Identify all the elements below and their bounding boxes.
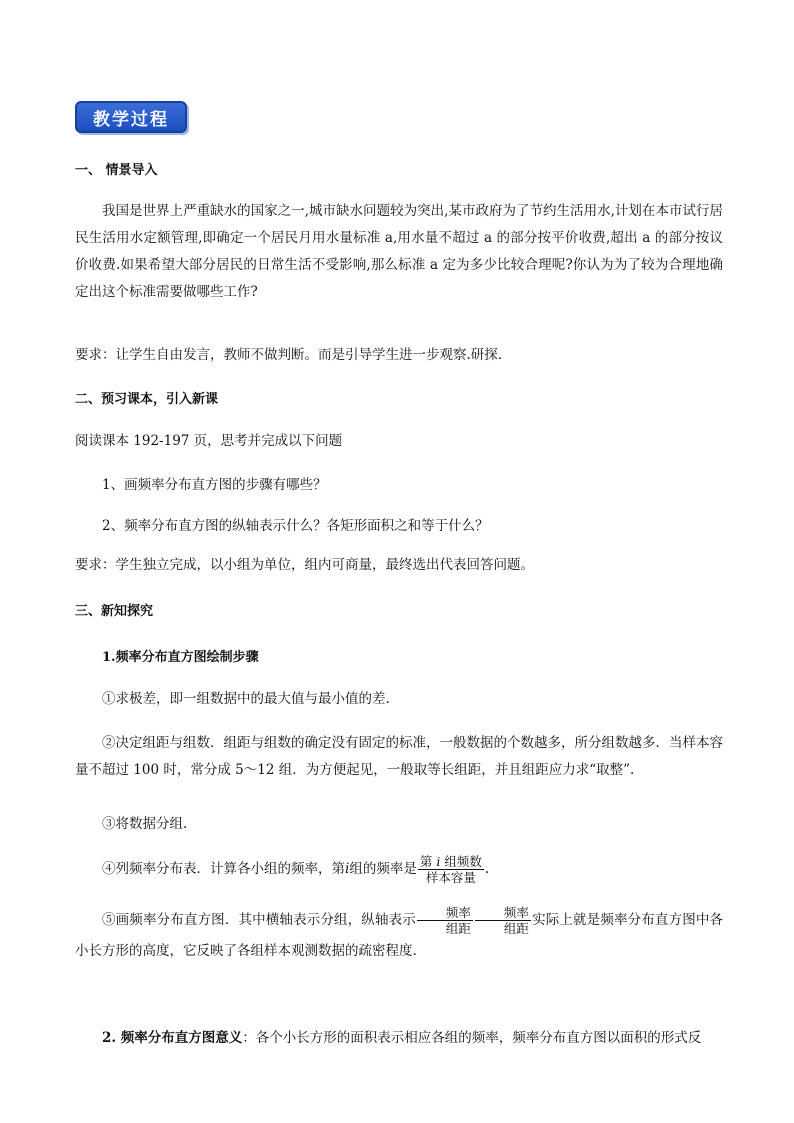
step-5 <box>75 905 723 966</box>
question-2: 2、频率分布直方图的纵轴表示什么？各矩形面积之和等于什么？ <box>102 518 489 534</box>
subsection2-label: 2. 频率分布直方图意义 <box>102 1030 243 1046</box>
frequency-per-width-fraction-1: $\frac{\text{频率}}{\text{组距}}$ <box>417 905 473 936</box>
section-badge: 教学过程 <box>75 101 187 133</box>
step4-text-post: . <box>484 861 490 877</box>
section1-paragraph: 我国是世界上严重缺水的国家之一,城市缺水问题较为突出,某市政府为了节约生活用水,计划在本市试行居民生活用水定额管理,即确定一个居民月用水量标准 a,用水量不超过 a 的部分按平价收费,超出 a 的部分按议价收费.如果希望大部分居民的日常生活不受影响,那么标准 a 定为多少比较合理呢?你认为为了较为合理地确定出这个标准需要做哪些工作? <box>75 203 723 300</box>
section3-heading: 三、新知探究 <box>75 604 154 619</box>
step4-index-i: i <box>345 861 350 877</box>
question-1: 1、画频率分布直方图的步骤有哪些？ <box>102 477 327 493</box>
section2-intro: 阅读课本 192-197 页，思考并完成以下问题 <box>75 433 343 449</box>
step5-text-pre: ⑤画频率分布直方图．其中横轴表示分组，纵轴表示 <box>102 912 416 928</box>
section2-heading: 二、预习课本，引入新课 <box>75 392 219 407</box>
fraction-numerator: 第 i 组频数 <box>419 854 482 869</box>
step-4 <box>102 854 752 885</box>
fraction-denominator: 样本容量 <box>425 870 476 885</box>
section1-requirement: 要求：让学生自由发言，教师不做判断。而是引导学生进一步观察.研探. <box>75 347 503 363</box>
group-frequency-fraction <box>418 854 484 885</box>
step-1: ①求极差，即一组数据中的最大值与最小值的差. <box>102 691 390 707</box>
subsection1-title: 1.频率分布直方图绘制步骤 <box>102 650 259 665</box>
step5-text-post: 实际上就是频率分布直方图中各小长方形的高度，它反映了各组样本观测数据的疏密程度. <box>75 912 724 959</box>
section2-requirement: 要求：学生独立完成，以小组为单位，组内可商量，最终选出代表回答问题。 <box>75 557 534 573</box>
section1-heading: 一、 情景导入 <box>75 163 158 178</box>
step4-text-mid: 组的频率是 <box>349 861 417 877</box>
subsection2-text: ：各个小长方形的面积表示相应各组的频率，频率分布直方图以面积的形式反 <box>242 1030 702 1046</box>
step-3: ③将数据分组. <box>102 816 188 832</box>
step4-text-pre: ④列频率分布表．计算各小组的频率，第 <box>102 861 345 877</box>
frequency-per-width-fraction-2: $\frac{\text{频率}}{\text{组距}}$ <box>475 905 531 936</box>
step-2: ②决定组距与组数．组距与组数的确定没有固定的标准，一般数据的个数越多，所分组数越多．当样本容量不超过 100 时，常分成 5～12 组．为方便起见，一般取等长组距，并且组距应力求“取整”. <box>75 735 723 778</box>
subsection2 <box>102 1028 725 1048</box>
